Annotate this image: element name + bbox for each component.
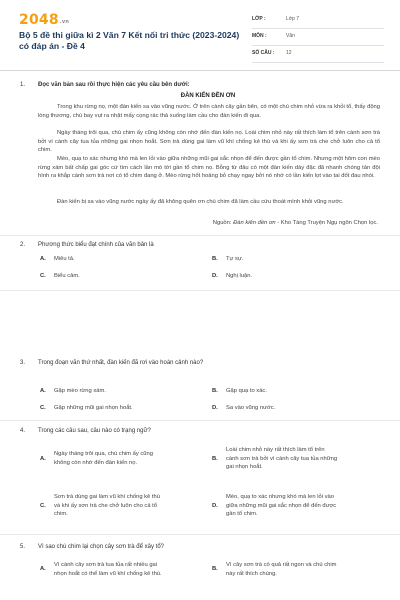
document-title: Bộ 5 đề thi giữa kì 2 Văn 7 Kết nối tri thức (2023-2024) có đáp án - Đề 4 <box>19 30 240 51</box>
passage-source <box>213 220 378 226</box>
option-text: Nghị luận. <box>226 273 253 279</box>
question-text: Vì sao chú chim lại chọn cây sơn trà để xây tổ? <box>38 544 164 550</box>
option-letter: C. <box>40 273 46 279</box>
option-line: này rất thích chúng. <box>226 570 277 577</box>
option-text <box>226 493 336 519</box>
option-text <box>54 493 160 519</box>
option-letter: A. <box>40 456 46 462</box>
question-divider <box>0 420 400 421</box>
meta-key: LỚP : <box>252 16 266 22</box>
option-line: chim. <box>54 511 68 518</box>
option-d[interactable] <box>212 493 387 523</box>
question-text: Phương thức biểu đạt chính của văn bản là <box>38 242 154 248</box>
option-line: Loài chim nhỏ này rất thích làm tổ trên <box>226 447 325 453</box>
option-text: Miêu tả. <box>54 256 75 262</box>
option-b[interactable] <box>212 446 387 476</box>
option-text: Tự sự. <box>226 256 244 262</box>
option-a[interactable] <box>40 561 205 581</box>
option-letter: A. <box>40 388 46 394</box>
option-text: Gặp quạ to xác. <box>226 388 267 394</box>
option-text <box>226 446 337 472</box>
option-line: gần tổ chim. <box>226 511 258 518</box>
option-letter: D. <box>212 405 218 411</box>
option-a[interactable] <box>40 450 205 480</box>
question-number: 5. <box>20 544 26 550</box>
option-line: nhọn hoắt có thể làm vũ khí chống kẻ thù. <box>54 570 162 577</box>
option-letter: B. <box>212 388 218 394</box>
question-number: 3. <box>20 360 26 366</box>
option-text <box>54 561 162 578</box>
option-b[interactable] <box>212 561 387 581</box>
option-c[interactable] <box>40 493 205 523</box>
option-letter: B. <box>212 566 218 572</box>
option-line: và khi ấy sơn trà che chở luôn cho cả tổ <box>54 502 157 509</box>
option-line: không còn nhớ đến đàn kiến nọ. <box>54 459 138 466</box>
logo-suffix: .vn <box>59 19 70 25</box>
meta-value: Lớp 7 <box>286 16 300 22</box>
question-text: Đọc văn bản sau rồi thực hiện các yêu cầu bên dưới: <box>38 82 190 88</box>
logo-text: 2048 <box>19 12 59 28</box>
option-line: Vì cây sơn trà có quả rất ngon và chú chim <box>226 562 337 568</box>
option-line: gai nhọn hoắt. <box>226 464 263 471</box>
source-prefix: Nguồn: <box>212 220 234 226</box>
option-letter: C. <box>40 405 46 411</box>
option-letter: B. <box>212 456 218 462</box>
option-text <box>226 561 336 578</box>
question-number: 2. <box>20 242 26 248</box>
option-line: cành sơn trà bởi vì cành cây tua tủa những <box>226 455 338 462</box>
question-divider <box>0 290 400 291</box>
header-divider <box>0 70 400 71</box>
meta-value: 12 <box>286 50 292 56</box>
option-text: Sa vào vũng nước. <box>226 405 276 411</box>
question-divider <box>0 534 400 535</box>
option-line: Mèo, quạ to xác nhưng khó mà len lỏi vào <box>226 494 334 500</box>
site-logo[interactable] <box>19 12 69 28</box>
meta-key: SỐ CÂU : <box>252 50 275 56</box>
passage-paragraph: Đàn kiến bị sa vào vũng nước ngày ấy đã không quên ơn chú chim đã làm cầu cứu thoát mình khỏi vũng nước. <box>57 199 344 205</box>
option-line: Sơn trà dùng gai làm vũ khí chống kẻ thù <box>54 494 160 500</box>
question-text: Trong đoạn văn thứ nhất, đàn kiến đã rơi vào hoàn cảnh nào? <box>38 360 204 366</box>
option-line: Ngày tháng trôi qua, chú chim ấy cũng <box>54 451 153 457</box>
option-letter: C. <box>40 503 46 509</box>
page-header <box>0 0 400 63</box>
question-number: 4. <box>20 428 26 434</box>
passage-paragraph: Mèo, quạ to xác nhưng khó mà len lỏi vào giữa những mũi gai sắc nhọn để đến được gần tổ chim. Nhưng một hôm con mèo rừng xám bất chấp gai góc cứ tìm cách lần mò tới gần tổ chim nọ. Bỗng từ đâu có một đàn kiến dày đặc đã nhanh chóng tản đội hình ra khắp cành sơn trà nơi có tổ chim đang ở. Mèo rừng hốt hoảng bỏ chạy ngay bởi nó nhớ có lần kiến lọt vào tai đốt đau nhói. <box>38 156 380 180</box>
option-line: giữa những mũi gai sắc nhọn để đến được <box>226 502 337 509</box>
option-letter: D. <box>212 273 218 279</box>
option-letter: A. <box>40 566 46 572</box>
option-text: Gặp mèo rừng xám. <box>54 388 106 394</box>
meta-table <box>252 12 384 63</box>
passage-paragraph: Trong khu rừng nọ, một đàn kiến sa vào vũng nước. Ở trên cành cây gần bên, có một chú chim nhỏ vừa ra khỏi tổ, thấy động lòng thương, chú bay vụt ra nhặt mấy cọng rác thả xuống làm cầu cho đàn kiến đi qua. <box>38 104 380 119</box>
meta-row-count <box>252 46 384 63</box>
source-title: Đàn kiến đền ơn <box>233 220 276 226</box>
meta-key: MÔN : <box>252 33 267 39</box>
meta-value: Văn <box>286 33 295 39</box>
passage-title: ĐÀN KIẾN ĐỀN ƠN <box>180 93 236 99</box>
source-suffix: - Kho Tàng Truyện Ngụ ngôn Chọn lọc. <box>275 220 378 226</box>
meta-row-class <box>252 12 384 29</box>
passage-paragraph: Ngày tháng trôi qua, chú chim ấy cũng không còn nhớ đến đàn kiến nọ. Loài chim nhỏ này rất thích làm tổ trên cành sơn trà bởi vì cành cây tua tủa những gai nhọn hoắt. Sơn trà dùng gai làm vũ khí chống kẻ thù và khi ấy sơn trà che chở luôn cho cả tổ chim. <box>38 130 380 154</box>
option-text <box>54 450 153 467</box>
question-divider <box>0 235 400 236</box>
option-line: Vì cành cây sơn trà tua tủa rất nhiều gai <box>54 562 158 568</box>
option-text: Gặp những mũi gai nhọn hoắt. <box>54 405 133 411</box>
option-letter: D. <box>212 503 218 509</box>
question-text: Trong các câu sau, câu nào có trạng ngữ? <box>38 428 151 434</box>
option-letter: A. <box>40 256 46 262</box>
question-number: 1. <box>20 82 26 88</box>
option-text: Biểu cảm. <box>54 273 80 279</box>
option-letter: B. <box>212 256 218 262</box>
meta-row-subject <box>252 29 384 46</box>
